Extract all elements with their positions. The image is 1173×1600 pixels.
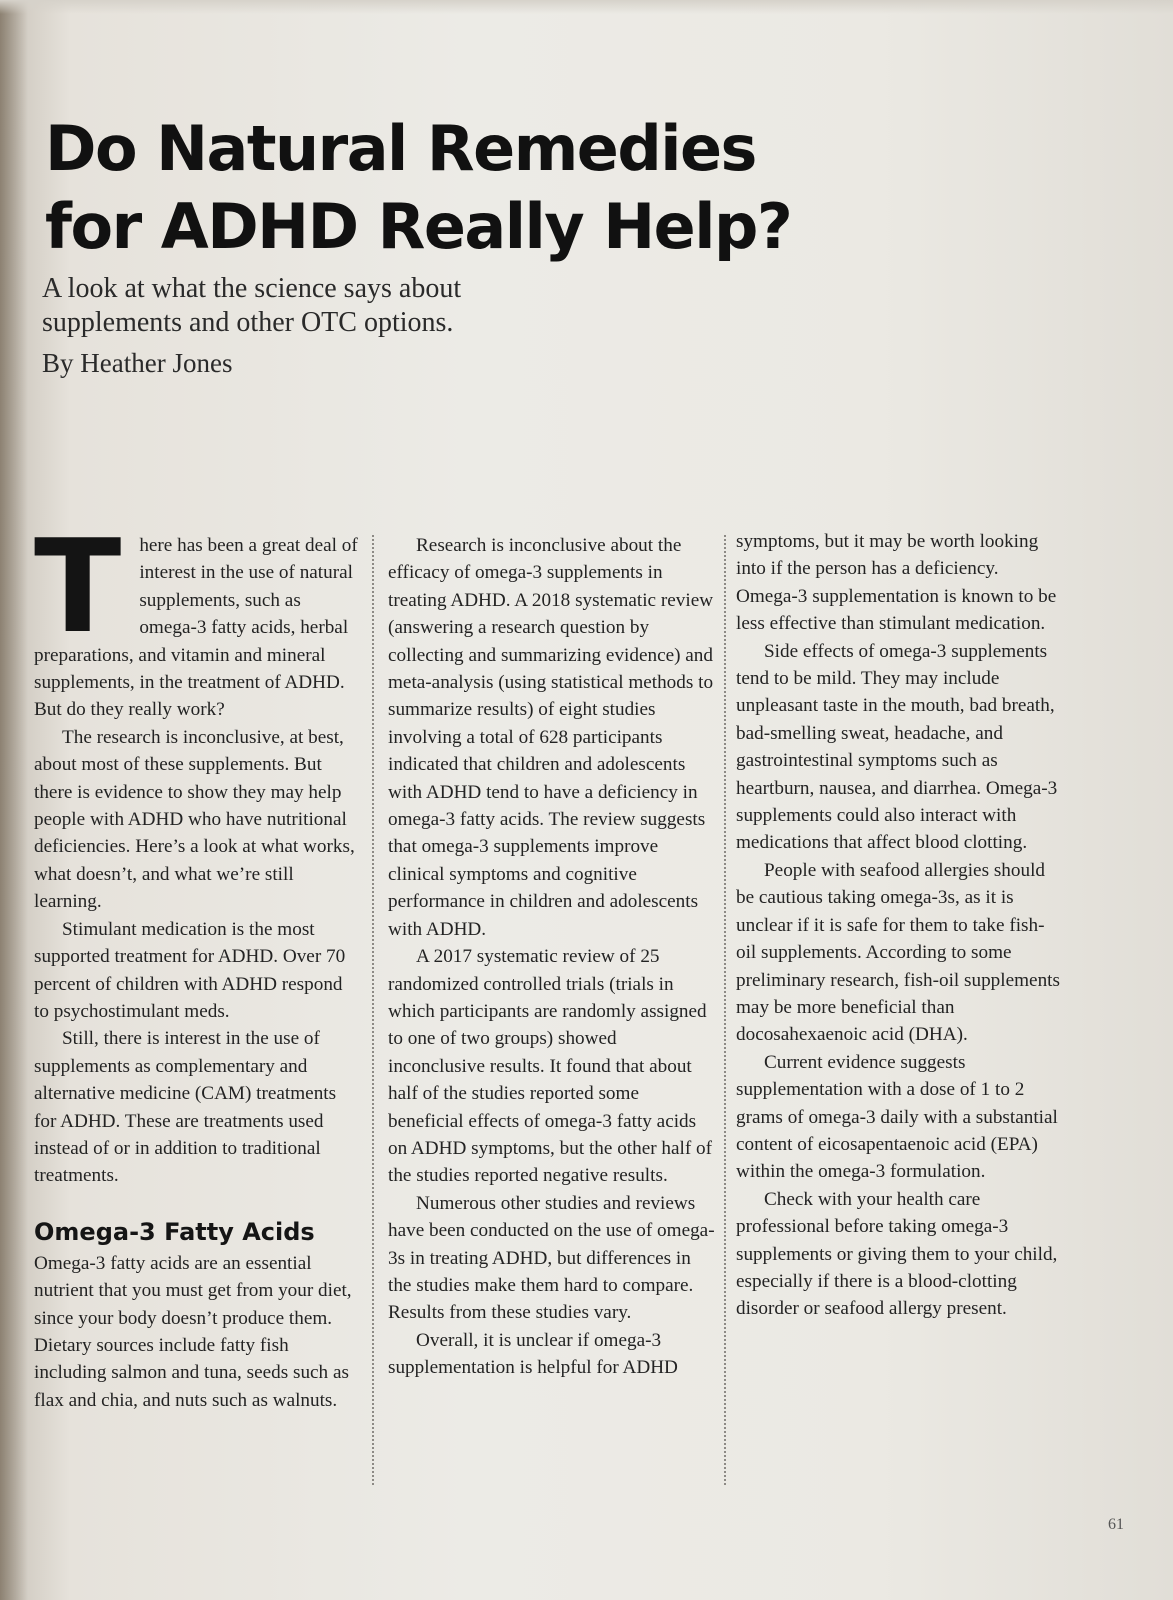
paragraph: People with seafood allergies should be cautious taking omega-3s, as it is unclear if it is safe for them to take fish-oil supplements. According to some preliminary research, fish-oil supplements may be more beneficial than docosahexaenoic acid (DHA). [736,859,1060,1046]
section-heading: Omega-3 Fatty Acids [34,1217,315,1246]
paragraph: here has been a great deal of interest in the use of natural supplements, such as omega-3 fatty acids, herbal preparations, and vitamin and mineral supplements, in the treatment of ADHD. But do they really work? [34,535,358,721]
text-column-3 [736,528,1064,1323]
byline: By Heather Jones [42,348,233,378]
paragraph: Still, there is interest in the use of supplements as complementary and alternative medicine (CAM) treatments for ADHD. These are treatments used instead of or in addition to traditional treatments. [34,1028,337,1187]
column-divider [372,535,374,1485]
paragraph: Side effects of omega-3 supplements tend to be mild. They may include unpleasant taste in the mouth, bad breath, bad-smelling sweat, headache, and gastrointestinal symptoms such as heartburn, nausea, and diarrhea. Omega-3 supplements could also interact with medications that affect blood clotting. [736,640,1058,854]
drop-cap: T [34,513,122,662]
article-title [45,110,865,266]
article-subtitle [42,272,562,340]
paragraph: symptoms, but it may be worth looking into if the person has a deficiency. Omega-3 supplementation is known to be less effective than stimulant medication. [736,531,1057,635]
paragraph: A 2017 systematic review of 25 randomized controlled trials (trials in which participants are randomly assigned to one of two groups) showed inconclusive results. It found that about half of the studies reported some beneficial effects of omega-3 fatty acids on ADHD symptoms, but the other half of the studies reported negative results. [388,946,713,1187]
page-top-edge [0,0,1173,14]
paragraph: The research is inconclusive, at best, about most of these supplements. But there is evidence to show they may help people with ADHD who have nutritional deficiencies. Here’s a look at what works, what doesn’t, and what we’re still learning. [34,726,355,913]
paragraph: Check with your health care professional before taking omega-3 supplements or giving them to your child, especially if there is a blood-clotting disorder or seafood allergy present. [736,1188,1058,1320]
paragraph: Numerous other studies and reviews have been conducted on the use of omega-3s in treating ADHD, but differences in the studies make them hard to compare. Results from these studies vary. [388,1192,715,1324]
page-number: 61 [1108,1516,1124,1533]
paragraph: Stimulant medication is the most supported treatment for ADHD. Over 70 percent of children with ADHD respond to psychostimulant meds. [34,918,346,1022]
title-line-2: for ADHD Really Help? [45,190,792,263]
paragraph: Omega-3 fatty acids are an essential nutrient that you must get from your diet, since your body doesn’t produce them. Dietary sources include fatty fish including salmon and tuna, seeds such as flax and chia, and nuts such as walnuts. [34,1252,352,1411]
subtitle-line-1: A look at what the science says about [42,273,462,304]
text-column-1 [34,513,362,1414]
paragraph: Current evidence suggests supplementation with a dose of 1 to 2 grams of omega-3 daily with a substantial content of eicosapentaenoic acid (EPA) within the omega-3 formulation. [736,1051,1058,1183]
column-divider [724,535,726,1485]
title-line-1: Do Natural Remedies [45,112,756,185]
page-gutter-shadow [0,0,28,1600]
paragraph: Overall, it is unclear if omega-3 supplementation is helpful for ADHD [388,1329,678,1379]
text-column-2 [388,532,716,1382]
paragraph: Research is inconclusive about the efficacy of omega-3 supplements in treating ADHD. A 2018 systematic review (answering a research question by collecting and summarizing evidence) and meta-analysis (using statistical methods to summarize results) of eight studies involving a total of 628 participants indicated that children and adolescents with ADHD tend to have a deficiency in omega-3 fatty acids. The review suggests that omega-3 supplements improve clinical symptoms and cognitive performance in children and adolescents with ADHD. [388,535,714,940]
subtitle-line-2: supplements and other OTC options. [42,307,454,338]
